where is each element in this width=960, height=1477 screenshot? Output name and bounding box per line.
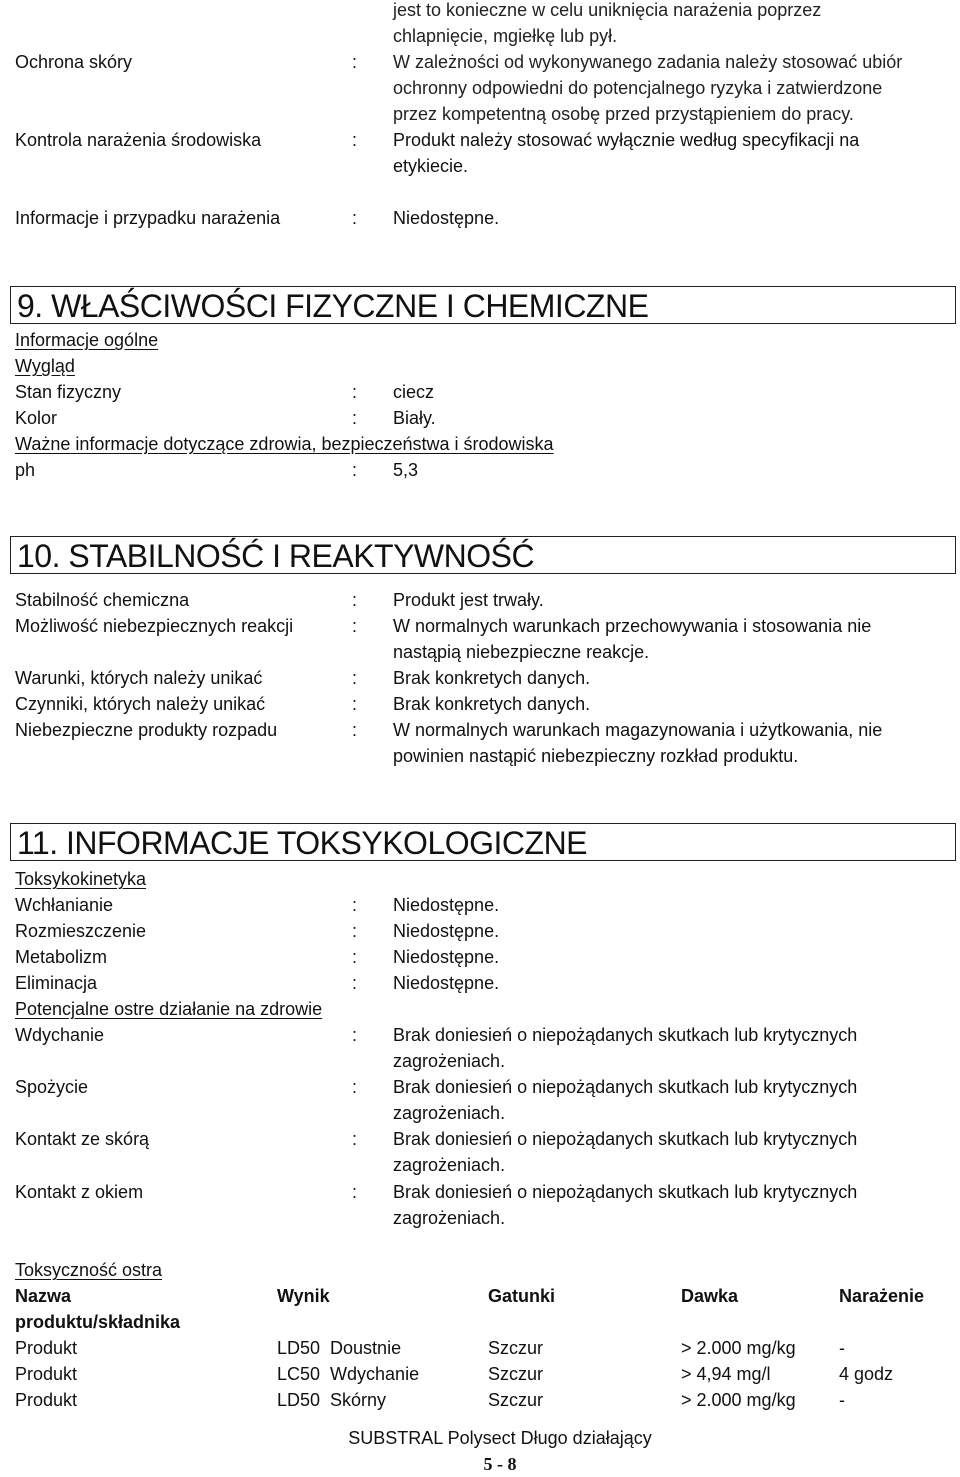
table-cell-dose: > 2.000 mg/kg xyxy=(681,1390,796,1410)
colon: : xyxy=(352,947,358,967)
env-exposure-label: Kontrola narażenia środowiska xyxy=(15,130,262,150)
ph-label: ph xyxy=(15,460,36,480)
table-cell-result: LD50 Skórny xyxy=(277,1390,387,1410)
hazardous-reactions-line-2: nastąpią niebezpieczne reakcje. xyxy=(393,642,650,662)
table-cell-dose: > 2.000 mg/kg xyxy=(681,1338,796,1358)
toxicokinetics-heading: Toksykokinetyka xyxy=(15,869,147,889)
section-10-title: 10. STABILNOŚĆ I REAKTYWNOŚĆ xyxy=(10,536,956,574)
eye-contact-effect-line-2: zagrożeniach. xyxy=(393,1208,506,1228)
colon: : xyxy=(352,1077,358,1097)
elimination-value: Niedostępne. xyxy=(393,973,500,993)
colon: : xyxy=(352,616,358,636)
acute-health-heading: Potencjalne ostre działanie na zdrowie xyxy=(15,999,323,1019)
general-info-heading: Informacje ogólne xyxy=(15,330,159,350)
colon: : xyxy=(352,382,358,402)
section-11-title: 11. INFORMACJE TOKSYKOLOGICZNE xyxy=(10,823,956,861)
table-cell-exposure: - xyxy=(839,1338,845,1358)
eye-contact-effect-line-1: Brak doniesień o niepożądanych skutkach lub krytycznych xyxy=(393,1182,858,1202)
chemical-stability-value: Produkt jest trwały. xyxy=(393,590,544,610)
colon: : xyxy=(352,1182,358,1202)
conditions-to-avoid-value: Brak konkretych danych. xyxy=(393,668,591,688)
skin-protection-line-3: przez kompetentną osobę przed przystąpieniem do pracy. xyxy=(393,104,854,124)
colon: : xyxy=(352,408,358,428)
footer-page-number: 5 - 8 xyxy=(483,1454,517,1474)
absorption-label: Wchłanianie xyxy=(15,895,114,915)
footer-product-name: SUBSTRAL Polysect Długo działający xyxy=(348,1428,652,1448)
section-9-title: 9. WŁAŚCIWOŚCI FIZYCZNE I CHEMICZNE xyxy=(10,286,956,324)
table-header-name-line-2: produktu/składnika xyxy=(15,1312,181,1332)
continued-text-line-2: chlapnięcie, mgiełkę lub pył. xyxy=(393,26,618,46)
decomposition-products-line-1: W normalnych warunkach magazynowania i użytkowania, nie xyxy=(393,720,883,740)
table-cell-exposure: 4 godz xyxy=(839,1364,894,1384)
incident-info-value: Niedostępne. xyxy=(393,208,500,228)
decomposition-products-label: Niebezpieczne produkty rozpadu xyxy=(15,720,278,740)
physical-state-label: Stan fizyczny xyxy=(15,382,122,402)
table-cell-species: Szczur xyxy=(488,1364,544,1384)
acute-toxicity-heading: Toksyczność ostra xyxy=(15,1260,163,1280)
colon: : xyxy=(352,720,358,740)
env-exposure-line-1: Produkt należy stosować wyłącznie według specyfikacji na xyxy=(393,130,860,150)
metabolism-value: Niedostępne. xyxy=(393,947,500,967)
colon: : xyxy=(352,1129,358,1149)
important-info-heading: Ważne informacje dotyczące zdrowia, bezpieczeństwa i środowiska xyxy=(15,434,554,454)
skin-contact-label: Kontakt ze skórą xyxy=(15,1129,150,1149)
colon: : xyxy=(352,921,358,941)
table-cell-exposure: - xyxy=(839,1390,845,1410)
colon: : xyxy=(352,973,358,993)
colon: : xyxy=(352,460,358,480)
factors-to-avoid-label: Czynniki, których należy unikać xyxy=(15,694,266,714)
hazardous-reactions-label: Możliwość niebezpiecznych reakcji xyxy=(15,616,294,636)
incident-info-label: Informacje i przypadku narażenia xyxy=(15,208,281,228)
colon: : xyxy=(352,668,358,688)
table-cell-name: Produkt xyxy=(15,1390,78,1410)
colon: : xyxy=(352,130,358,150)
inhalation-effect-line-1: Brak doniesień o niepożądanych skutkach lub krytycznych xyxy=(393,1025,858,1045)
distribution-value: Niedostępne. xyxy=(393,921,500,941)
skin-protection-line-1: W zależności od wykonywanego zadania należy stosować ubiór xyxy=(393,52,903,72)
factors-to-avoid-value: Brak konkretych danych. xyxy=(393,694,591,714)
physical-state-value: ciecz xyxy=(393,382,435,402)
env-exposure-line-2: etykiecie. xyxy=(393,156,469,176)
colon: : xyxy=(352,895,358,915)
table-header-species: Gatunki xyxy=(488,1286,556,1306)
table-cell-dose: > 4,94 mg/l xyxy=(681,1364,771,1384)
metabolism-label: Metabolizm xyxy=(15,947,108,967)
colon: : xyxy=(352,208,358,228)
table-cell-species: Szczur xyxy=(488,1390,544,1410)
distribution-label: Rozmieszczenie xyxy=(15,921,147,941)
inhalation-effect-line-2: zagrożeniach. xyxy=(393,1051,506,1071)
skin-protection-line-2: ochronny odpowiedni do potencjalnego ryzyka i zatwierdzone xyxy=(393,78,883,98)
elimination-label: Eliminacja xyxy=(15,973,98,993)
colon: : xyxy=(352,590,358,610)
table-header-result: Wynik xyxy=(277,1286,330,1306)
color-label: Kolor xyxy=(15,408,58,428)
color-value: Biały. xyxy=(393,408,436,428)
skin-contact-effect-line-2: zagrożeniach. xyxy=(393,1155,506,1175)
eye-contact-label: Kontakt z okiem xyxy=(15,1182,144,1202)
ingestion-effect-line-2: zagrożeniach. xyxy=(393,1103,506,1123)
table-cell-name: Produkt xyxy=(15,1338,78,1358)
table-cell-species: Szczur xyxy=(488,1338,544,1358)
colon: : xyxy=(352,1025,358,1045)
table-cell-name: Produkt xyxy=(15,1364,78,1384)
table-cell-result: LD50 Doustnie xyxy=(277,1338,402,1358)
ingestion-effect-line-1: Brak doniesień o niepożądanych skutkach lub krytycznych xyxy=(393,1077,858,1097)
colon: : xyxy=(352,52,358,72)
absorption-value: Niedostępne. xyxy=(393,895,500,915)
appearance-heading: Wygląd xyxy=(15,356,75,376)
chemical-stability-label: Stabilność chemiczna xyxy=(15,590,190,610)
skin-contact-effect-line-1: Brak doniesień o niepożądanych skutkach lub krytycznych xyxy=(393,1129,858,1149)
colon: : xyxy=(352,694,358,714)
table-header-name: Nazwa xyxy=(15,1286,72,1306)
table-header-exposure: Narażenie xyxy=(839,1286,925,1306)
conditions-to-avoid-label: Warunki, których należy unikać xyxy=(15,668,263,688)
ph-value: 5,3 xyxy=(393,460,419,480)
table-cell-result: LC50 Wdychanie xyxy=(277,1364,420,1384)
hazardous-reactions-line-1: W normalnych warunkach przechowywania i stosowania nie xyxy=(393,616,872,636)
continued-text-line-1: jest to konieczne w celu uniknięcia narażenia poprzez xyxy=(393,0,822,20)
table-header-dose: Dawka xyxy=(681,1286,739,1306)
skin-protection-label: Ochrona skóry xyxy=(15,52,133,72)
ingestion-label: Spożycie xyxy=(15,1077,89,1097)
decomposition-products-line-2: powinien nastąpić niebezpieczny rozkład produktu. xyxy=(393,746,799,766)
inhalation-label: Wdychanie xyxy=(15,1025,105,1045)
